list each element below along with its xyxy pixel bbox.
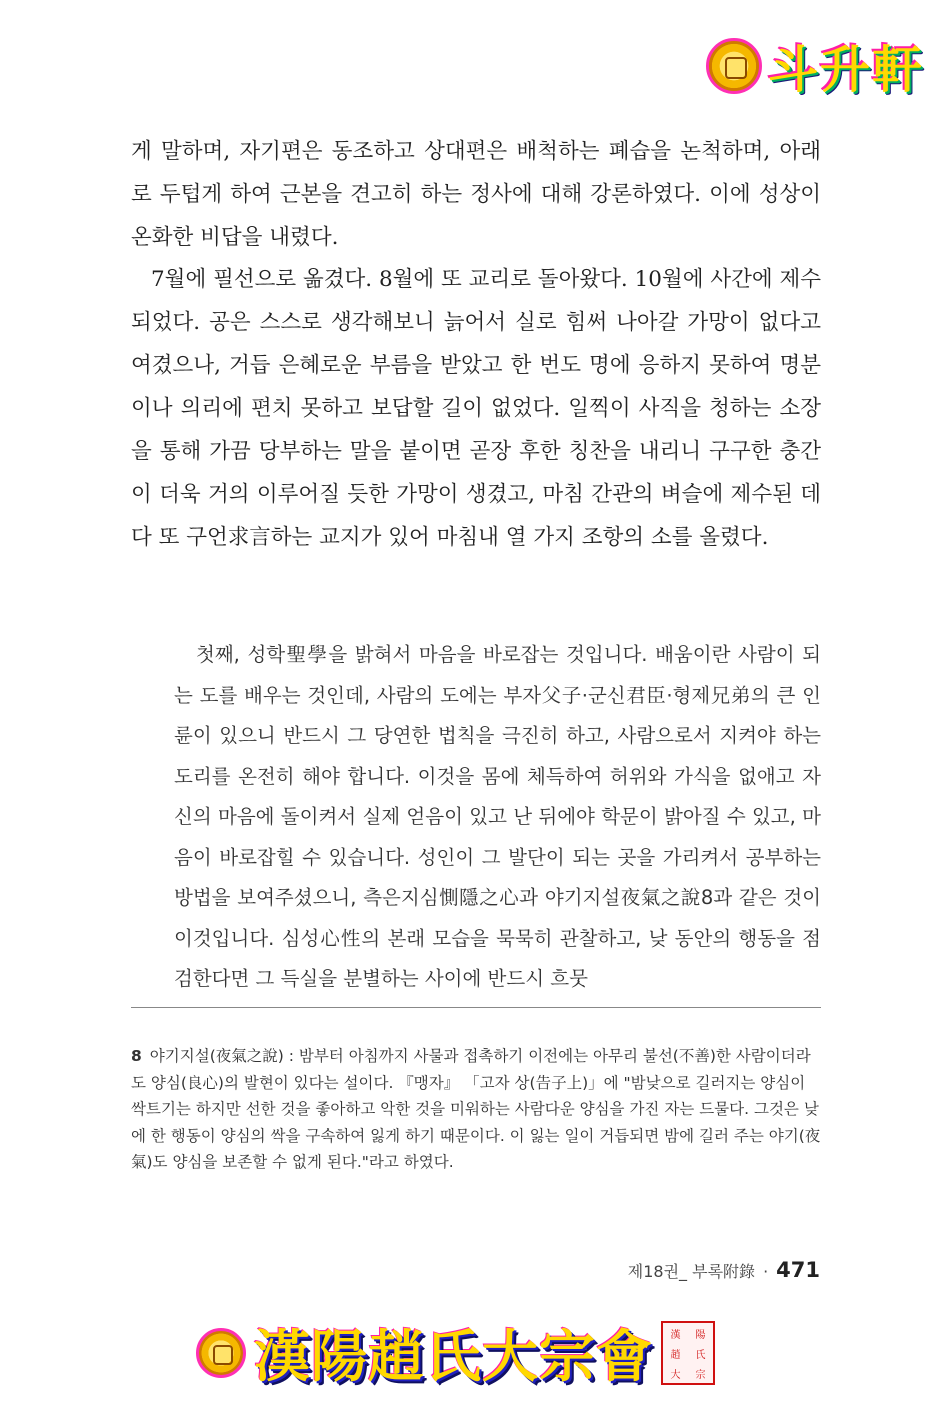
page-footer (628, 1258, 820, 1282)
bottom-banner (196, 1312, 766, 1394)
emblem-icon (196, 1328, 246, 1378)
footnote (131, 1043, 821, 1176)
emblem-icon (706, 38, 762, 94)
volume-label: 제18권_ 부록附錄 (627, 1262, 756, 1281)
footnote-divider (131, 1007, 821, 1008)
footer-separator: · (763, 1262, 769, 1281)
footnote-text: 야기지설(夜氣之說) : 밤부터 아침까지 사물과 접촉하기 이전에는 아무리 불선(不善)한 사람이더라도 양심(良心)의 발현이 있다는 설이다. 『맹자』 「고자 상(告子上)」에 "밤낮으로 길러지는 양심이 싹트기는 하지만 선한 것을 좋아하고 악한 것을 미워하는 사람다운 양심을 가진 자는 드물다. 그것은 낮에 한 행동이 양심의 싹을 구속하여 잃게 하기 때문이다. 이 잃는 일이 거듭되면 밤에 길러 주는 야기(夜氣)도 양심을 보존할 수 없게 된다."라고 하였다. (131, 1047, 821, 1171)
body-paragraph-1: 게 말하며, 자기편은 동조하고 상대편은 배척하는 폐습을 논척하며, 아래로 두텁게 하여 근본을 견고히 하는 정사에 대해 강론하였다. 이에 성상이 온화한 비답을 내렸다. (131, 139, 821, 250)
top-logo (706, 30, 924, 102)
seal-stamp: 漢 陽 趙 氏 大 宗 (661, 1321, 715, 1385)
memorial-quote: 첫째, 성학聖學을 밝혀서 마음을 바로잡는 것입니다. 배움이란 사람이 되는 도를 배우는 것인데, 사람의 도에는 부자父子·군신君臣·형제兄弟의 큰 인륜이 있으니 반드시 그 당연한 법칙을 극진히 하고, 사람으로서 지켜야 하는 도리를 온전히 해야 합니다. 이것을 몸에 체득하여 허위와 가식을 없애고 자신의 마음에 돌이켜서 실제 얻음이 있고 난 뒤에야 학문이 밝아질 수 있고, 마음이 바로잡힐 수 있습니다. 성인이 그 발단이 되는 곳을 가리켜서 공부하는 방법을 보여주셨으니, 측은지심惻隱之心과 야기지설夜氣之說8과 같은 것이 이것입니다. 심성心性의 본래 모습을 묵묵히 관찰하고, 낮 동안의 행동을 점검한다면 그 득실을 분별하는 사이에 반드시 흐뭇 (174, 643, 821, 990)
top-logo-text: 斗升軒 (768, 40, 924, 99)
page-number: 471 (776, 1258, 820, 1282)
banner-title: 漢陽趙氏大宗會 (254, 1324, 653, 1390)
footnote-number: 8 (131, 1047, 142, 1065)
body-paragraph-2: 7월에 필선으로 옮겼다. 8월에 또 교리로 돌아왔다. 10월에 사간에 제수되었다. 공은 스스로 생각해보니 늙어서 실로 힘써 나아갈 가망이 없다고 여겼으나, 거듭 은혜로운 부름을 받았고 한 번도 명에 응하지 못하여 명분이나 의리에 편치 못하고 보답할 길이 없었다. 일찍이 사직을 청하는 소장을 통해 가끔 당부하는 말을 붙이면 곧장 후한 칭찬을 내리니 구구한 충간이 더욱 거의 이루어질 듯한 가망이 생겼고, 마침 간관의 벼슬에 제수된 데다 또 구언求言하는 교지가 있어 마침내 열 가지 조항의 소를 올렸다. (131, 267, 821, 550)
